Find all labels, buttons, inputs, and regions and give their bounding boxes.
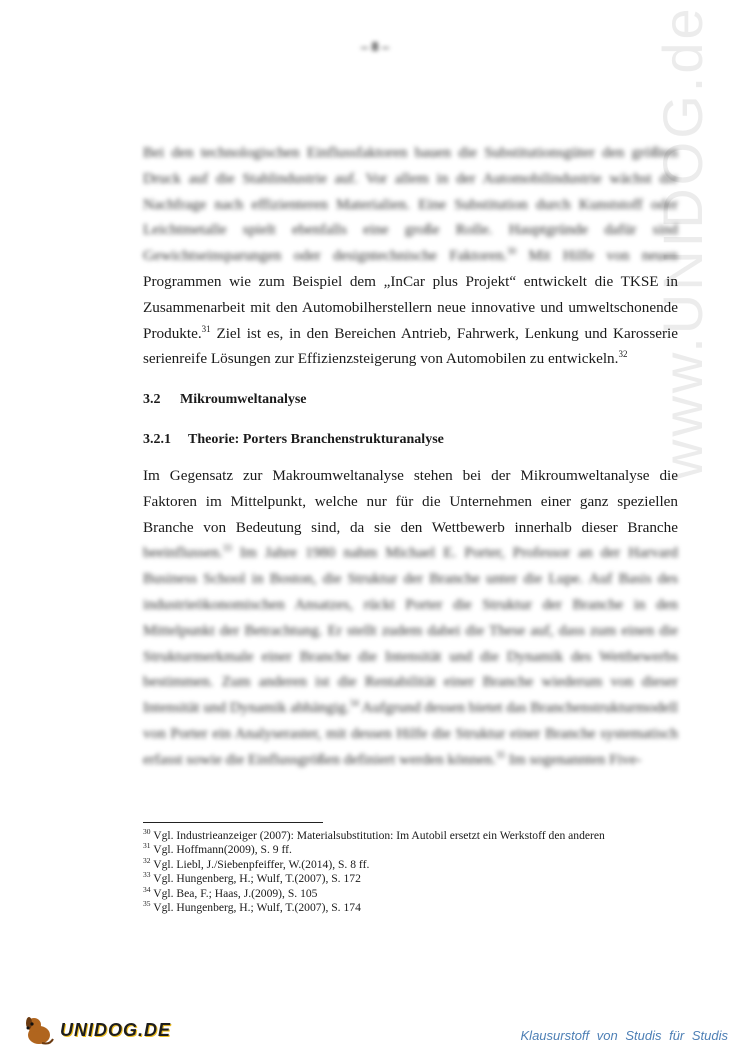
blurred-text: Bei den technologischen Einflussfaktoren bauen die Substitutionsgüter den größten Druck auf die Stahlindustrie auf. Vor allem in der Automobilindustrie wächst die Nachfrage nach effizienteren Materialien. Eine Substitution durch Kunststoff oder Leichtmetalle spielt ebenfalls eine große Rolle. Hauptgründe dafür sind Gewichtseinsparungen oder designtechnische Faktoren.$^{30}$ Mit Hilfe von neuen: [143, 144, 678, 265]
body-text: Programmen wie zum Beispiel dem „InCar plus Projekt“ entwickelt die TKSE in Zusammenarbeit mit den Automobilherstellern neue innovative und umweltschonende Produkte.: [143, 272, 678, 342]
footnote: $^{34}$ Vgl. Bea, F.; Haas, J.(2009), S. 105: [143, 884, 318, 900]
footnote-ref: 32: [618, 349, 628, 360]
blurred-text: beeinflussen.$^{33}$ Im Jahre 1980 nahm Michael E. Porter, Professor an der Harvard Business School in Boston, die Struktur der Branche unter die Lupe. Auf Basis des industrieökonomischen Ansatzes, rückt Porter die Struktur der Branche in den Mittelpunkt der Betrachtung. Er stellt zudem dabei die These auf, dass zum einen die Strukturmerkmale einer Branche die Intensität und die Dynamik des Wettbewerbs bestimmen. Zum anderen ist die Rentabilität einer Branche wiederum von dieser Intensität und Dynamik abhängig.$^{34}$ Aufgrund dessen bietet das Branchenstrukturmodell von Porter ein Analyseraster, mit dessen Hilfe die Struktur einer Branche systematisch erfasst sowie die Einflussgrößen definiert werden können.$^{35}$ Im sogenannten Five-: [143, 543, 678, 768]
footnote: $^{35}$ Vgl. Hungenberg, H.; Wulf, T.(2007), S. 174: [143, 899, 361, 915]
footnote: $^{32}$ Vgl. Liebl, J./Siebenpfeiffer, W.(2014), S. 8 ff.: [143, 855, 370, 871]
page-number: – 8 –: [361, 40, 389, 55]
section-number: 3.2: [143, 392, 161, 407]
footnote: $^{31}$ Vgl. Hoffmann(2009), S. 9 ff.: [143, 841, 292, 857]
logo-text: UNIDOG.DE: [60, 1019, 172, 1040]
dog-icon: [22, 1013, 56, 1047]
footnote-ref: 31: [201, 323, 211, 334]
subsection-heading: [143, 432, 444, 448]
footnote: $^{30}$ Vgl. Industrieanzeiger (2007): Materialsubstitution: Im Autobil ersetzt ein Werkstoff den anderen: [143, 827, 605, 842]
footnotes: [143, 829, 703, 915]
body-text: Im Gegensatz zur Makroumweltanalyse stehen bei der Mikroumweltanalyse die Faktoren im Mittelpunkt, welche nur für die Unternehmen einer ganz speziellen Branche von Bedeutung sind, da sie den Wettbewerb innerhalb dieser Branche: [143, 467, 678, 536]
body-text: Ziel ist es, in den Bereichen Antrieb, Fahrwerk, Lenkung und Karosserie serienreife Lösungen zur Effizienzsteigerung von Automobilen zu entwickeln.: [143, 324, 678, 368]
footnote-divider: [143, 822, 323, 823]
theory-paragraph: [143, 463, 678, 773]
section-heading: [143, 392, 307, 408]
subsection-number: 3.2.1: [143, 432, 171, 447]
footer-tagline: Klausurstoff von Studis für Studis: [520, 1028, 728, 1043]
unidog-logo[interactable]: [22, 1010, 171, 1050]
footnote: $^{33}$ Vgl. Hungenberg, H.; Wulf, T.(2007), S. 172: [143, 870, 361, 886]
watermark-text: www.UNIDOG.de: [651, 5, 714, 480]
intro-paragraph: [143, 140, 678, 372]
section-title: Mikroumweltanalyse: [180, 392, 307, 407]
subsection-title: Theorie: Porters Branchenstrukturanalyse: [188, 432, 444, 447]
